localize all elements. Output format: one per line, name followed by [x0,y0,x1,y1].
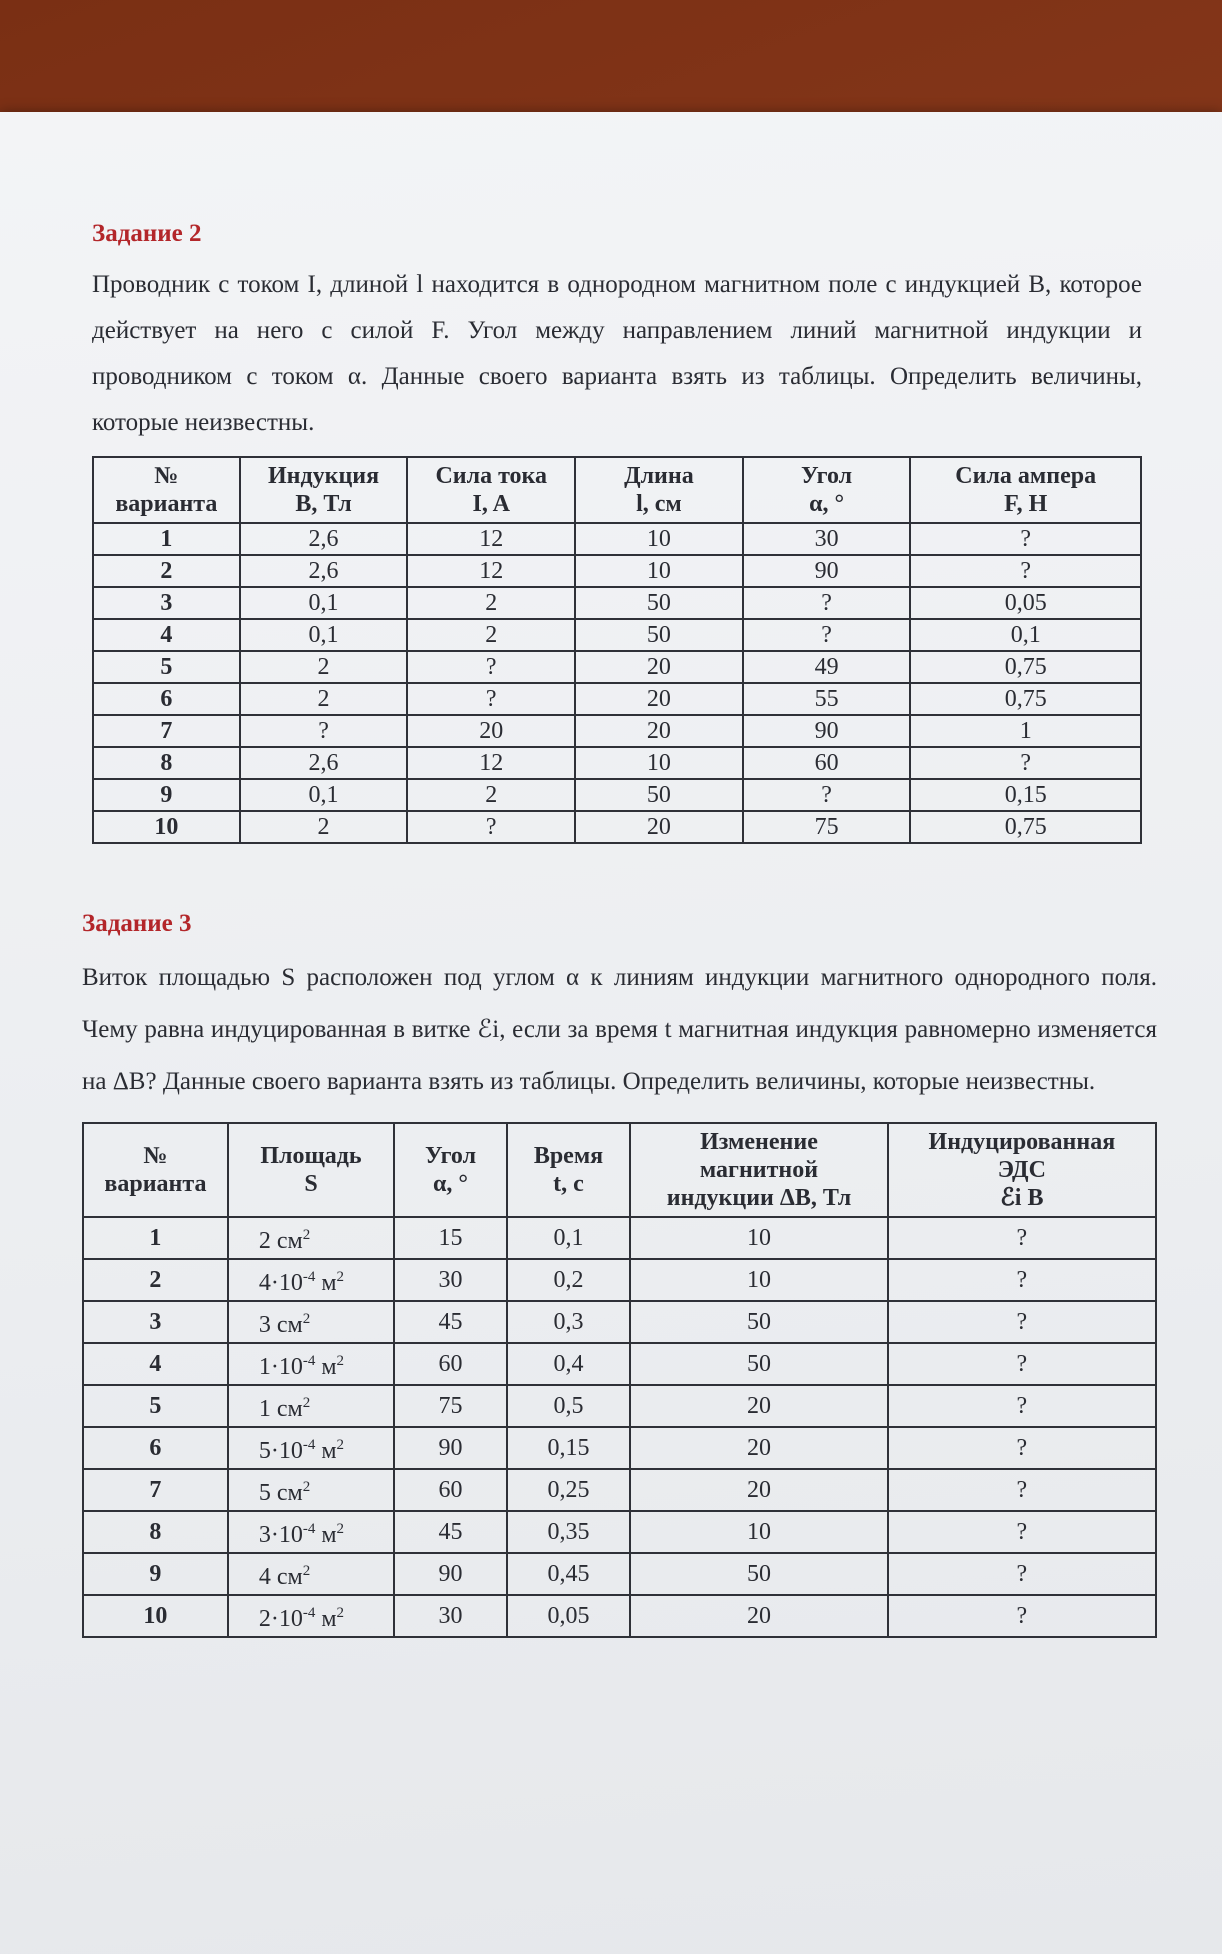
variant-cell: 7 [83,1469,228,1511]
time-cell: 0,3 [507,1301,630,1343]
header-induced-emf: Индуцированная ЭДС ℰi B [888,1123,1156,1217]
table-row [93,715,1141,747]
variant-cell: 5 [83,1385,228,1427]
current-cell: 2 [407,619,575,651]
induction-cell: 2,6 [240,555,408,587]
variant-cell: 10 [93,811,240,843]
angle-cell: 75 [394,1385,507,1427]
table-row [83,1469,1156,1511]
force-cell: 0,05 [910,587,1141,619]
area-cell: $1\cdot 10^{-4}$ $м^2$ [228,1343,394,1385]
variant-cell: 8 [83,1511,228,1553]
emf-cell: ? [888,1301,1156,1343]
induction-change-cell: 20 [630,1469,888,1511]
table-row [93,523,1141,555]
angle-cell: 90 [743,715,911,747]
force-cell: 0,75 [910,651,1141,683]
induction-cell: 0,1 [240,779,408,811]
angle-cell: 75 [743,811,911,843]
emf-cell: ? [888,1469,1156,1511]
variant-cell: 10 [83,1595,228,1637]
header-area: Площадь S [228,1123,394,1217]
length-cell: 20 [575,715,743,747]
angle-cell: 90 [394,1553,507,1595]
task-2-table [92,456,1142,844]
induction-change-cell: 50 [630,1343,888,1385]
angle-cell: 55 [743,683,911,715]
induction-cell: 2 [240,683,408,715]
table-row [83,1385,1156,1427]
current-cell: ? [407,683,575,715]
angle-cell: ? [743,779,911,811]
table-row [83,1427,1156,1469]
area-cell: 4 $см^2$ [228,1553,394,1595]
emf-cell: ? [888,1385,1156,1427]
angle-cell: 60 [394,1343,507,1385]
induction-cell: 2,6 [240,747,408,779]
force-cell: 0,75 [910,811,1141,843]
header-variant: № варианта [83,1123,228,1217]
header-time: Время t, с [507,1123,630,1217]
force-cell: ? [910,523,1141,555]
current-cell: 12 [407,523,575,555]
table-row [93,811,1141,843]
angle-cell: 90 [394,1427,507,1469]
angle-cell: ? [743,619,911,651]
current-cell: 12 [407,747,575,779]
current-cell: 2 [407,779,575,811]
angle-cell: 30 [394,1259,507,1301]
induction-change-cell: 20 [630,1427,888,1469]
length-cell: 50 [575,619,743,651]
variant-cell: 3 [83,1301,228,1343]
table-row [83,1511,1156,1553]
length-cell: 50 [575,779,743,811]
induction-change-cell: 10 [630,1511,888,1553]
variant-cell: 5 [93,651,240,683]
current-cell: ? [407,811,575,843]
time-cell: 0,1 [507,1217,630,1259]
variant-cell: 1 [93,523,240,555]
induction-change-cell: 20 [630,1595,888,1637]
area-cell: $3\cdot 10^{-4}$ $м^2$ [228,1511,394,1553]
length-cell: 10 [575,523,743,555]
emf-cell: ? [888,1511,1156,1553]
table-row [93,683,1141,715]
header-ampere-force: Сила ампера F, H [910,457,1141,523]
task-2-title: Задание 2 [92,220,202,247]
angle-cell: 45 [394,1301,507,1343]
table-row [83,1301,1156,1343]
current-cell: ? [407,651,575,683]
table-row [83,1595,1156,1637]
induction-cell: 0,1 [240,619,408,651]
induction-change-cell: 50 [630,1553,888,1595]
current-cell: 20 [407,715,575,747]
induction-cell: 2,6 [240,523,408,555]
table-row [83,1259,1156,1301]
time-cell: 0,25 [507,1469,630,1511]
time-cell: 0,2 [507,1259,630,1301]
task-2-section [92,220,1142,844]
time-cell: 0,4 [507,1343,630,1385]
table-row [83,1217,1156,1259]
induction-change-cell: 50 [630,1301,888,1343]
emf-cell: ? [888,1217,1156,1259]
table-row [93,619,1141,651]
variant-cell: 6 [93,683,240,715]
variant-cell: 8 [93,747,240,779]
table-row [83,1343,1156,1385]
variant-cell: 7 [93,715,240,747]
force-cell: 0,15 [910,779,1141,811]
header-angle: Угол α, ° [743,457,911,523]
induction-cell: 2 [240,651,408,683]
angle-cell: ? [743,587,911,619]
header-current: Сила тока I, A [407,457,575,523]
header-induction: Индукция B, Тл [240,457,408,523]
induction-cell: 2 [240,811,408,843]
current-cell: 2 [407,587,575,619]
variant-cell: 9 [93,779,240,811]
induction-change-cell: 10 [630,1259,888,1301]
angle-cell: 30 [743,523,911,555]
angle-cell: 15 [394,1217,507,1259]
time-cell: 0,15 [507,1427,630,1469]
paper-sheet [0,112,1222,1954]
table-row [93,747,1141,779]
task-3-title: Задание 3 [82,910,192,937]
time-cell: 0,05 [507,1595,630,1637]
variant-cell: 2 [93,555,240,587]
force-cell: 0,75 [910,683,1141,715]
force-cell: 1 [910,715,1141,747]
area-cell: 2 $см^2$ [228,1217,394,1259]
emf-cell: ? [888,1595,1156,1637]
induction-change-cell: 20 [630,1385,888,1427]
variant-cell: 3 [93,587,240,619]
current-cell: 12 [407,555,575,587]
task-3-table [82,1122,1157,1638]
header-induction-change: Изменение магнитной индукции ΔB, Тл [630,1123,888,1217]
table-row [93,651,1141,683]
area-cell: 1 $см^2$ [228,1385,394,1427]
emf-cell: ? [888,1553,1156,1595]
variant-cell: 4 [83,1343,228,1385]
area-cell: $5\cdot 10^{-4}$ $м^2$ [228,1427,394,1469]
length-cell: 10 [575,747,743,779]
time-cell: 0,5 [507,1385,630,1427]
length-cell: 20 [575,683,743,715]
table-row [93,555,1141,587]
variant-cell: 1 [83,1217,228,1259]
length-cell: 20 [575,651,743,683]
task-3-header-row [83,1123,1156,1217]
induction-cell: ? [240,715,408,747]
length-cell: 50 [575,587,743,619]
variant-cell: 9 [83,1553,228,1595]
variant-cell: 2 [83,1259,228,1301]
force-cell: ? [910,555,1141,587]
angle-cell: 45 [394,1511,507,1553]
time-cell: 0,45 [507,1553,630,1595]
area-cell: $4\cdot 10^{-4}$ $м^2$ [228,1259,394,1301]
force-cell: ? [910,747,1141,779]
induction-change-cell: 10 [630,1217,888,1259]
variant-cell: 6 [83,1427,228,1469]
header-length: Длина l, см [575,457,743,523]
angle-cell: 60 [394,1469,507,1511]
force-cell: 0,1 [910,619,1141,651]
table-row [93,779,1141,811]
area-cell: 3 $см^2$ [228,1301,394,1343]
area-cell: 5 $см^2$ [228,1469,394,1511]
task-3-section [82,910,1157,1638]
header-angle: Угол α, ° [394,1123,507,1217]
emf-cell: ? [888,1343,1156,1385]
emf-cell: ? [888,1259,1156,1301]
table-row [83,1553,1156,1595]
angle-cell: 30 [394,1595,507,1637]
emf-cell: ? [888,1427,1156,1469]
length-cell: 10 [575,555,743,587]
angle-cell: 60 [743,747,911,779]
angle-cell: 49 [743,651,911,683]
header-variant: № варианта [93,457,240,523]
task-2-text: Проводник с током I, длиной l находится в однородном магнитном поле с индукцией B, которое действует на него с силой F. Угол между направлением линий магнитной индукции и проводником с током α. Данные своего варианта взять из таблицы. Определить величины, которые неизвестны. [92,271,1142,436]
task-2-header-row [93,457,1141,523]
area-cell: $2\cdot 10^{-4}$ $м^2$ [228,1595,394,1637]
task-3-text: Виток площадью S расположен под углом α к линиям индукции магнитного однородного поля. Чему равна индуцированная в витке ℰi, если за время t магнитная индукция равномерно изменяется на ΔB? Данные своего варианта взять из таблицы. Определить величины, которые неизвестны. [82,964,1157,1095]
variant-cell: 4 [93,619,240,651]
induction-cell: 0,1 [240,587,408,619]
length-cell: 20 [575,811,743,843]
angle-cell: 90 [743,555,911,587]
table-row [93,587,1141,619]
time-cell: 0,35 [507,1511,630,1553]
